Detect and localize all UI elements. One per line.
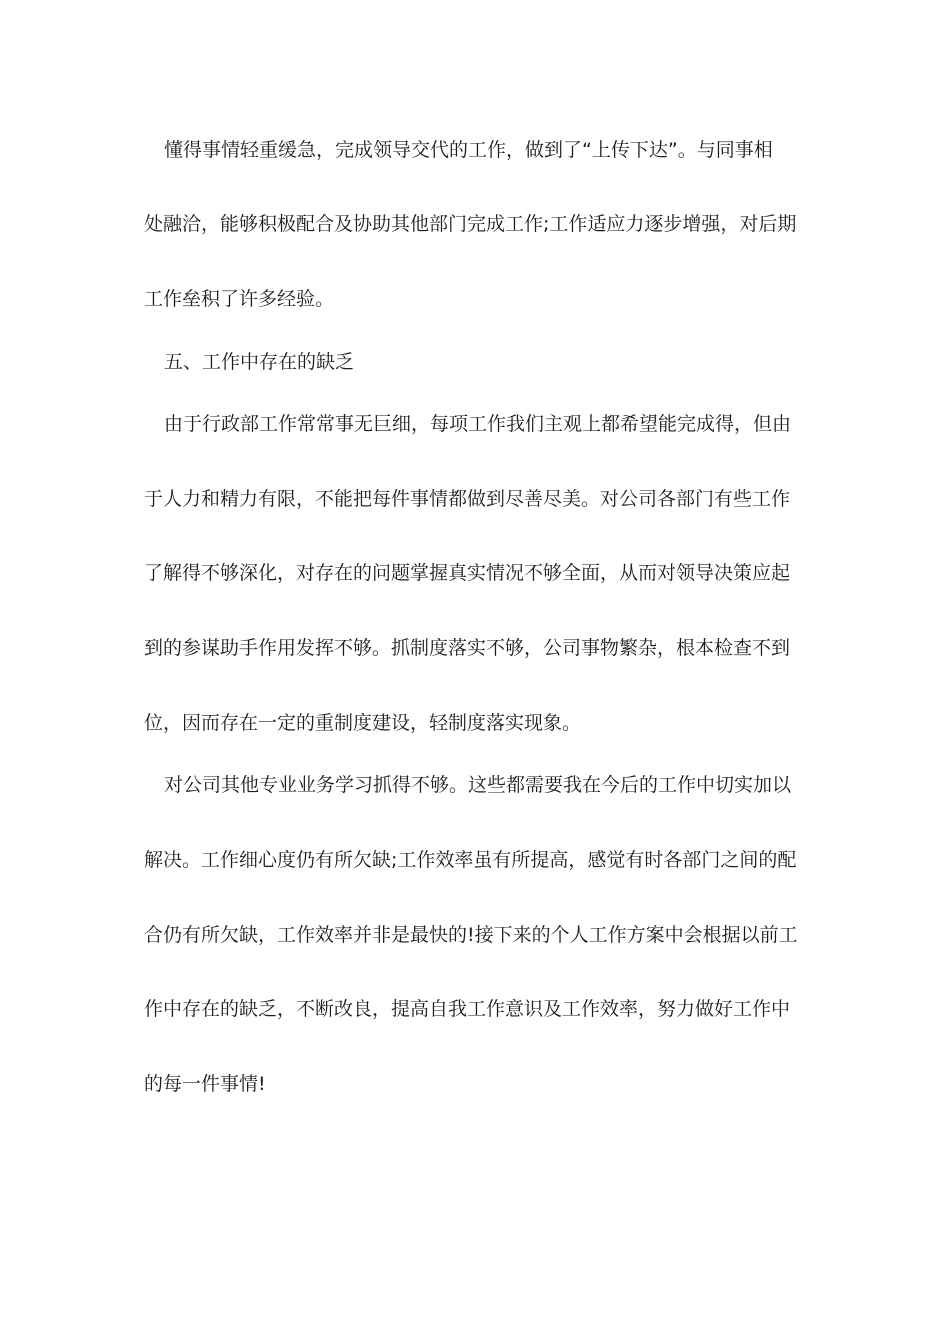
paragraph-line: 由于行政部工作常常事无巨细，每项工作我们主观上都希望能完成得，但由 [164, 413, 792, 435]
paragraph-line: 了解得不够深化，对存在的问题掌握真实情况不够全面，从而对领导决策应起 [144, 562, 791, 584]
paragraph-line: 解决。工作细心度仍有所欠缺;工作效率虽有所提高，感觉有时各部门之间的配 [144, 849, 797, 871]
paragraph-line: 到的参谋助手作用发挥不够。抓制度落实不够，公司事物繁杂，根本检查不到 [144, 637, 791, 659]
paragraph-line: 作中存在的缺乏，不断改良，提高自我工作意识及工作效率，努力做好工作中 [144, 998, 791, 1020]
paragraph-line: 处融洽，能够积极配合及协助其他部门完成工作;工作适应力逐步增强，对后期 [144, 213, 797, 235]
section-heading: 五、工作中存在的缺乏 [164, 351, 355, 373]
paragraph-line: 对公司其他专业业务学习抓得不够。这些都需要我在今后的工作中切实加以 [164, 774, 792, 796]
paragraph-line: 位，因而存在一定的重制度建设，轻制度落实现象。 [144, 712, 582, 734]
paragraph-line: 工作垒积了许多经验。 [144, 288, 335, 310]
paragraph-line: 于人力和精力有限，不能把每件事情都做到尽善尽美。对公司各部门有些工作 [144, 488, 791, 510]
paragraph-line: 的每一件事情! [144, 1073, 266, 1095]
paragraph-line: 懂得事情轻重缓急，完成领导交代的工作，做到了“上传下达”。与同事相 [164, 139, 773, 161]
paragraph-line: 合仍有所欠缺，工作效率并非是最快的!接下来的个人工作方案中会根据以前工 [144, 924, 798, 946]
